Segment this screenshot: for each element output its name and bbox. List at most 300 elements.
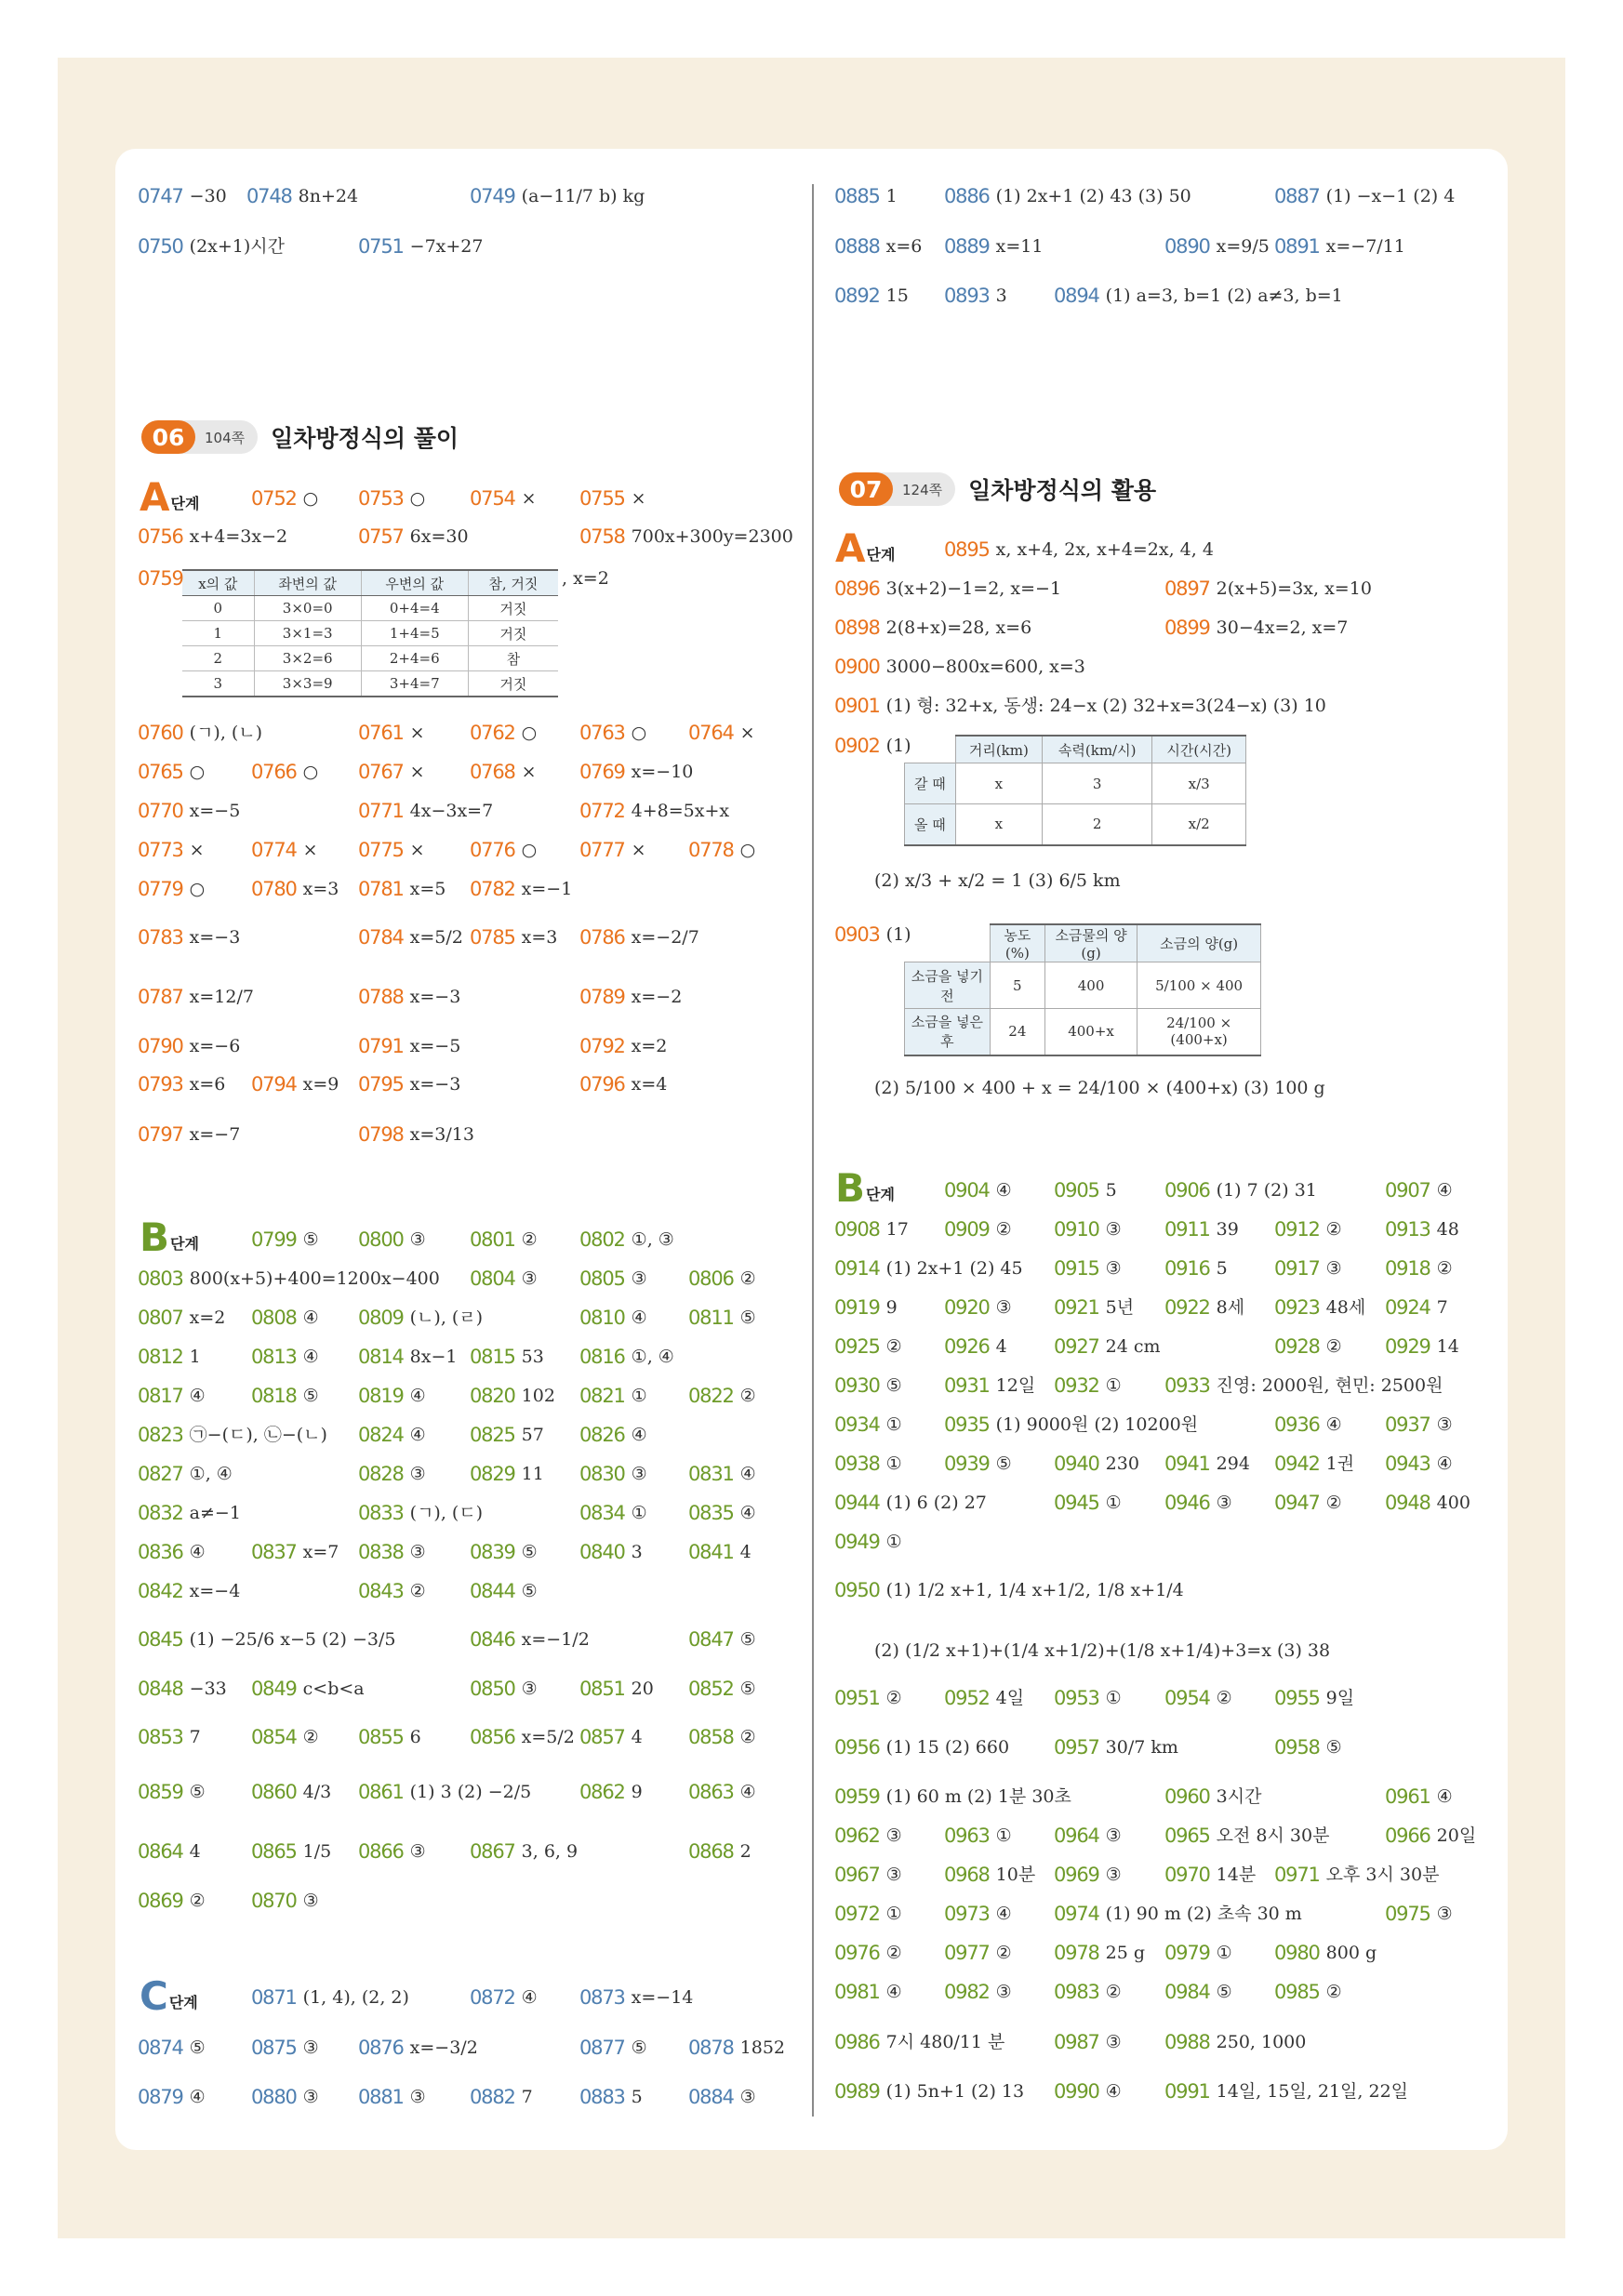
answer-text: 14분	[1216, 1865, 1257, 1885]
answer-item-0923	[1274, 1295, 1365, 1320]
answer-text: ⑤	[885, 1375, 902, 1396]
answer-text: 2(8+x)=28, x=6	[885, 617, 1032, 638]
problem-number: 0892	[834, 285, 880, 307]
problem-number: 0921	[1054, 1296, 1099, 1319]
problem-number: 0882	[470, 2086, 515, 2108]
answer-text: ④	[302, 1347, 319, 1367]
problem-number: 0871	[251, 1986, 297, 2009]
answer-item-0847	[688, 1627, 756, 1652]
level-c-left	[140, 1973, 198, 2019]
answer-text: (1) 6 (2) 27	[885, 1493, 987, 1513]
problem-number: 0786	[579, 926, 625, 949]
answer-item-0850	[470, 1677, 538, 1701]
answer-text: ⑤	[739, 1307, 756, 1328]
answer-item-0810	[579, 1306, 647, 1330]
answer-text: ⑤	[995, 1453, 1012, 1474]
table-header: 참, 거짓	[468, 570, 558, 596]
answer-item-0748	[246, 184, 358, 208]
table-cell: 3	[182, 671, 254, 697]
problem-number: 0888	[834, 235, 880, 258]
row-header: 갈 때	[905, 763, 956, 804]
answer-text: (1) 2x+1 (2) 45	[885, 1258, 1023, 1279]
answer-item-0897	[1164, 577, 1372, 601]
problem-number: 0771	[358, 800, 404, 822]
answer-text: ②	[1105, 1982, 1122, 2002]
answer-text: ⑤	[189, 2037, 206, 2058]
answer-text: 3, 6, 9	[521, 1841, 579, 1862]
problem-number: 0811	[688, 1307, 734, 1329]
problem-number: 0987	[1054, 2031, 1099, 2053]
problem-number: 0806	[688, 1267, 734, 1290]
answer-text: 오전 8시 30분	[1216, 1825, 1330, 1846]
answer-item-0775	[358, 838, 425, 862]
answer-item-0871	[251, 1985, 409, 2010]
answer-item-0861	[358, 1780, 531, 1804]
problem-number: 0757	[358, 525, 404, 548]
problem-number: 0860	[251, 1781, 297, 1803]
answer-item-0885	[834, 184, 898, 208]
problem-number: 0915	[1054, 1257, 1099, 1280]
answer-item-0975	[1385, 1902, 1453, 1926]
answer-text: ④	[302, 1307, 319, 1328]
answer-item-0985	[1274, 1980, 1342, 2004]
answer-item-0963	[944, 1824, 1012, 1848]
problem-number: 0833	[358, 1502, 404, 1524]
problem-number: 0929	[1385, 1335, 1430, 1358]
problem-number: 0986	[834, 2031, 880, 2053]
answer-text: x=5/2	[409, 927, 463, 948]
answer-item-0859	[138, 1780, 206, 1804]
answer-text: ③	[521, 1679, 538, 1699]
table-cell: 3×2=6	[254, 646, 361, 671]
answer-item-0879	[138, 2085, 206, 2109]
answer-text: ②	[885, 1688, 902, 1708]
answer-item-0987	[1054, 2030, 1122, 2054]
answer-item-0909	[944, 1217, 1012, 1241]
answer-text: x=9	[302, 1074, 339, 1095]
problem-number: 0864	[138, 1840, 183, 1863]
answer-text: ④	[189, 1542, 206, 1562]
answer-item-0900	[834, 655, 1085, 679]
problem-number: 0885	[834, 185, 880, 207]
answer-item-0805	[579, 1267, 647, 1291]
answer-item-0933	[1164, 1374, 1443, 1398]
answer-item-0948	[1385, 1491, 1470, 1515]
section-header-06	[141, 420, 459, 454]
answer-item-0753	[358, 486, 425, 511]
answer-item-0926	[944, 1334, 1007, 1359]
answer-item-0853	[138, 1725, 201, 1749]
answer-item-0960	[1164, 1785, 1261, 1809]
problem-number: 0808	[251, 1307, 297, 1329]
problem-number: 0752	[251, 487, 297, 510]
problem-number: 0850	[470, 1678, 515, 1700]
problem-number: 0956	[834, 1736, 880, 1758]
problem-number: 0969	[1054, 1864, 1099, 1886]
answer-text: 53	[521, 1347, 544, 1367]
answer-text: 25 g	[1105, 1943, 1146, 1963]
answer-item-0855	[358, 1725, 421, 1749]
problem-number: 0949	[834, 1531, 880, 1553]
answer-text: ④	[189, 1386, 206, 1406]
problem-number: 0966	[1385, 1825, 1430, 1847]
level-label: 단계	[168, 1994, 198, 2011]
answer-item-0888	[834, 234, 922, 259]
answer-item-0784	[358, 925, 463, 949]
answer-text: x=−14	[631, 1987, 694, 2008]
answer-item-0882	[470, 2085, 533, 2109]
answer-item-0969	[1054, 1863, 1122, 1887]
answer-item-0823	[138, 1423, 327, 1447]
problem-number: 0750	[138, 235, 183, 258]
answer-text: x=−1/2	[521, 1629, 590, 1650]
answer-text: 48	[1436, 1219, 1459, 1240]
problem-number: 0834	[579, 1502, 625, 1524]
problem-number: 0822	[688, 1385, 734, 1407]
answer-text: ④	[409, 1386, 426, 1406]
problem-number: 0980	[1274, 1942, 1320, 1964]
answer-item-0766	[251, 760, 318, 784]
answer-text: 1	[189, 1347, 201, 1367]
column-divider	[812, 184, 814, 2117]
answer-text: ○	[521, 840, 538, 860]
problem-number: 0795	[358, 1073, 404, 1095]
answer-item-0752	[251, 486, 318, 511]
section-title: 일차방정식의 풀이	[271, 425, 459, 452]
problem-number: 0776	[470, 839, 515, 861]
answer-text: ②	[885, 1943, 902, 1963]
answer-item-0865	[251, 1839, 331, 1864]
answer-text: 오후 3시 30분	[1325, 1865, 1440, 1885]
answer-text: ⑤	[189, 1782, 206, 1802]
answer-item-0898	[834, 616, 1031, 640]
problem-number: 0781	[358, 878, 404, 900]
answer-text: ①	[885, 1532, 902, 1552]
answer-text: ④	[631, 1425, 647, 1445]
section-pill	[839, 472, 955, 506]
answer-text: x=−10	[631, 762, 694, 782]
answer-item-0796	[579, 1072, 667, 1096]
table-cell: 거짓	[468, 671, 558, 697]
problem-number: 0919	[834, 1296, 880, 1319]
problem-number: 0768	[470, 761, 515, 783]
answer-text: ③	[409, 1464, 426, 1484]
problem-number: 0789	[579, 986, 625, 1008]
problem-number: 0805	[579, 1267, 625, 1290]
answer-item-0934	[834, 1413, 902, 1437]
answer-item-0936	[1274, 1413, 1342, 1437]
problem-number: 0766	[251, 761, 297, 783]
problem-number: 0932	[1054, 1374, 1099, 1397]
answer-text: x=−7	[189, 1124, 241, 1145]
answer-text: 800(x+5)+400=1200x−400	[189, 1268, 440, 1289]
answer-text: 9일	[1325, 1688, 1355, 1708]
answer-text: ②	[739, 1386, 756, 1406]
answer-text: x, x+4, 2x, x+4=2x, 4, 4	[995, 539, 1214, 560]
answer-item-0874	[138, 2036, 206, 2060]
answer-text: 39	[1216, 1219, 1239, 1240]
problem-number: 0870	[251, 1890, 297, 1912]
answer-text: ③	[995, 1982, 1012, 2002]
answer-text: 1/5	[302, 1841, 332, 1862]
problem-number: 0856	[470, 1726, 515, 1748]
answer-text: ④	[189, 2087, 206, 2107]
answer-text: 1	[885, 186, 898, 206]
level-a-right	[835, 525, 896, 571]
answer-text: 230	[1105, 1453, 1139, 1474]
answer-item-0803	[138, 1267, 440, 1291]
problem-number: 0934	[834, 1413, 880, 1436]
problem-number: 0917	[1274, 1257, 1320, 1280]
answer-text: ○	[521, 723, 538, 743]
problem-number: 0817	[138, 1385, 183, 1407]
answer-text: ③	[739, 2087, 756, 2107]
answer-item-0941	[1164, 1452, 1250, 1476]
answer-text: ①	[1105, 1493, 1122, 1513]
answer-item-0829	[470, 1462, 544, 1486]
problem-number: 0886	[944, 185, 990, 207]
table-row	[905, 962, 1261, 1009]
answer-item-0946	[1164, 1491, 1232, 1515]
problem-number: 0760	[138, 722, 183, 744]
answer-text: 4일	[995, 1688, 1025, 1708]
answer-item-0989	[834, 2079, 1024, 2104]
problem-number: 0952	[944, 1687, 990, 1709]
answer-item-0832	[138, 1501, 241, 1525]
answer-item-0845	[138, 1627, 395, 1652]
answer-text: (1) 15 (2) 660	[885, 1737, 1010, 1758]
problem-number: 0756	[138, 525, 183, 548]
answer-text: 1권	[1325, 1453, 1355, 1474]
answer-item-0952	[944, 1686, 1024, 1710]
answer-item-0774	[251, 838, 318, 862]
answer-text: ④	[995, 1180, 1012, 1201]
table-row	[182, 596, 558, 621]
answer-text: ⑤	[739, 1679, 756, 1699]
answer-item-0824	[358, 1423, 426, 1447]
answer-item-0782	[470, 877, 572, 901]
answer-text: ②	[1325, 1219, 1342, 1240]
answer-item-0769	[579, 760, 693, 784]
answer-item-0814	[358, 1345, 457, 1369]
answer-item-0967	[834, 1863, 902, 1887]
problem-number: 0937	[1385, 1413, 1430, 1436]
level-letter: A	[835, 525, 866, 571]
problem-number: 0910	[1054, 1218, 1099, 1241]
level-label: 단계	[170, 495, 200, 512]
answer-item-0758	[579, 524, 793, 549]
answer-item-0754	[470, 486, 537, 511]
problem-number: 0946	[1164, 1492, 1210, 1514]
answer-item-0771	[358, 799, 493, 823]
answer-text: ③	[409, 1229, 426, 1250]
answer-text: 진영: 2000원, 현민: 2500원	[1216, 1375, 1443, 1396]
table-header: 소금물의 양(g)	[1044, 924, 1137, 962]
level-letter: A	[140, 474, 170, 520]
answer-item-0793	[138, 1072, 225, 1096]
answer-item-0788	[358, 985, 460, 1009]
problem-number: 0944	[834, 1492, 880, 1514]
answer-item-0844	[470, 1579, 538, 1603]
problem-number: 0821	[579, 1385, 625, 1407]
answer-text: ④	[739, 1464, 756, 1484]
answer-item-0767	[358, 760, 425, 784]
problem-number: 0913	[1385, 1218, 1430, 1241]
answer-0950-part2: (2) (1/2 x+1)+(1/4 x+1/2)+(1/8 x+1/4)+3=x (3) 38	[874, 1640, 1331, 1661]
answer-text: x=2	[631, 1036, 668, 1056]
problem-number: 0884	[688, 2086, 734, 2108]
problem-number: 0945	[1054, 1492, 1099, 1514]
problem-number: 0815	[470, 1346, 515, 1368]
answer-item-0762	[470, 721, 537, 745]
answer-item-0903	[834, 922, 911, 947]
answer-text: 2	[739, 1841, 752, 1862]
answer-text: 7시 480/11 분	[885, 2032, 1005, 2052]
answer-text: x=−4	[189, 1581, 241, 1601]
answer-item-0795	[358, 1072, 460, 1096]
answer-text: ①	[885, 1904, 902, 1924]
answer-text: ③	[995, 1297, 1012, 1318]
problem-number: 0823	[138, 1424, 183, 1446]
answer-text: 6x=30	[409, 526, 469, 547]
problem-number: 0859	[138, 1781, 183, 1803]
answer-item-0831	[688, 1462, 756, 1486]
answer-item-0780	[251, 877, 339, 901]
problem-number: 0902	[834, 735, 880, 757]
problem-number: 0765	[138, 761, 183, 783]
problem-number: 0951	[834, 1687, 880, 1709]
answer-item-0806	[688, 1267, 756, 1291]
problem-number: 0878	[688, 2037, 734, 2059]
answer-text: ④	[1105, 2081, 1122, 2102]
problem-number: 0909	[944, 1218, 990, 1241]
answer-item-0809	[358, 1306, 483, 1330]
problem-number: 0827	[138, 1463, 183, 1485]
problem-number: 0893	[944, 285, 990, 307]
answer-text: 5	[1216, 1258, 1228, 1279]
answer-text: 57	[521, 1425, 544, 1445]
problem-number: 0931	[944, 1374, 990, 1397]
problem-number: 0960	[1164, 1785, 1210, 1808]
problem-number: 0865	[251, 1840, 297, 1863]
answer-text: x=−3	[409, 987, 461, 1007]
answer-item-0835	[688, 1501, 756, 1525]
answer-text: ③	[631, 1268, 647, 1289]
section-page: 124쪽	[902, 481, 943, 498]
answer-text: ④	[1436, 1180, 1453, 1201]
answer-text: ②	[739, 1268, 756, 1289]
problem-number: 0984	[1164, 1981, 1210, 2003]
answer-text: ④	[521, 1987, 538, 2008]
problem-number: 0943	[1385, 1453, 1430, 1475]
answer-text: −7x+27	[409, 236, 484, 257]
table-header: 거리(km)	[955, 736, 1042, 763]
answer-item-0852	[688, 1677, 756, 1701]
answer-text: ①	[995, 1825, 1012, 1846]
answer-text: 4	[631, 1727, 643, 1747]
answer-item-0802	[579, 1228, 674, 1252]
problem-number: 0991	[1164, 2080, 1210, 2103]
table-cell: 3+4=7	[361, 671, 468, 697]
problem-number: 0883	[579, 2086, 625, 2108]
answer-text: 8세	[1216, 1297, 1245, 1318]
problem-number: 0901	[834, 695, 880, 717]
problem-number: 0981	[834, 1981, 880, 2003]
answer-item-0951	[834, 1686, 902, 1710]
problem-number: 0962	[834, 1825, 880, 1847]
table-header: 속력(km/시)	[1043, 736, 1152, 763]
problem-number: 0948	[1385, 1492, 1430, 1514]
answer-item-0797	[138, 1122, 240, 1147]
answer-item-0961	[1385, 1785, 1453, 1809]
table-row	[182, 621, 558, 646]
level-letter: B	[140, 1214, 170, 1260]
answer-text: ①, ④	[631, 1347, 674, 1367]
problem-number: 0749	[470, 185, 515, 207]
answer-item-0904	[944, 1178, 1012, 1202]
problem-number: 0818	[251, 1385, 297, 1407]
answer-text: ①	[1105, 1375, 1122, 1396]
answer-item-0990	[1054, 2079, 1122, 2104]
answer-item-0799	[251, 1228, 319, 1252]
table-cell: 400	[1044, 962, 1137, 1009]
problem-number: 0830	[579, 1463, 625, 1485]
answer-item-0966	[1385, 1824, 1476, 1848]
level-label: 단계	[866, 546, 896, 564]
answer-text: (1) 형: 32+x, 동생: 24−x (2) 32+x=3(24−x) (3) 10	[885, 696, 1326, 716]
answer-text: x=−5	[409, 1036, 461, 1056]
problem-number: 0769	[579, 761, 625, 783]
answer-text: ④	[739, 1782, 756, 1802]
answer-text: ⑤	[631, 2037, 647, 2058]
answer-text: x=−3	[189, 927, 241, 948]
problem-number: 0971	[1274, 1864, 1320, 1886]
problem-number: 0972	[834, 1903, 880, 1925]
answer-item-0870	[251, 1889, 319, 1913]
problem-number: 0887	[1274, 185, 1320, 207]
section-title: 일차방정식의 활용	[968, 477, 1157, 504]
answer-item-0863	[688, 1780, 756, 1804]
answer-text: 700x+300y=2300	[631, 526, 793, 547]
problem-number: 0959	[834, 1785, 880, 1808]
answer-item-0884	[688, 2085, 756, 2109]
answer-text: 4/3	[302, 1782, 332, 1802]
answer-text: (1) a=3, b=1 (2) a≠3, b=1	[1105, 285, 1343, 306]
problem-number: 0961	[1385, 1785, 1430, 1808]
problem-number: 0836	[138, 1541, 183, 1563]
table-cell: 3×3=9	[254, 671, 361, 697]
answer-text: ②	[1325, 1493, 1342, 1513]
answer-item-0872	[470, 1985, 538, 2010]
answer-text: ③	[409, 2087, 426, 2107]
answer-item-0772	[579, 799, 729, 823]
answer-item-0947	[1274, 1491, 1342, 1515]
answer-text: ③	[1325, 1258, 1342, 1279]
problem-number: 0973	[944, 1903, 990, 1925]
problem-number: 0900	[834, 656, 880, 678]
problem-number: 0845	[138, 1628, 183, 1651]
answer-item-0973	[944, 1902, 1012, 1926]
answer-text: 3	[631, 1542, 643, 1562]
answer-item-0842	[138, 1579, 240, 1603]
problem-number: 0748	[246, 185, 292, 207]
answer-text: ×	[409, 723, 425, 743]
problem-number: 0862	[579, 1781, 625, 1803]
problem-number: 0974	[1054, 1903, 1099, 1925]
problem-number: 0930	[834, 1374, 880, 1397]
answer-item-0964	[1054, 1824, 1122, 1848]
table-row	[905, 1009, 1261, 1055]
